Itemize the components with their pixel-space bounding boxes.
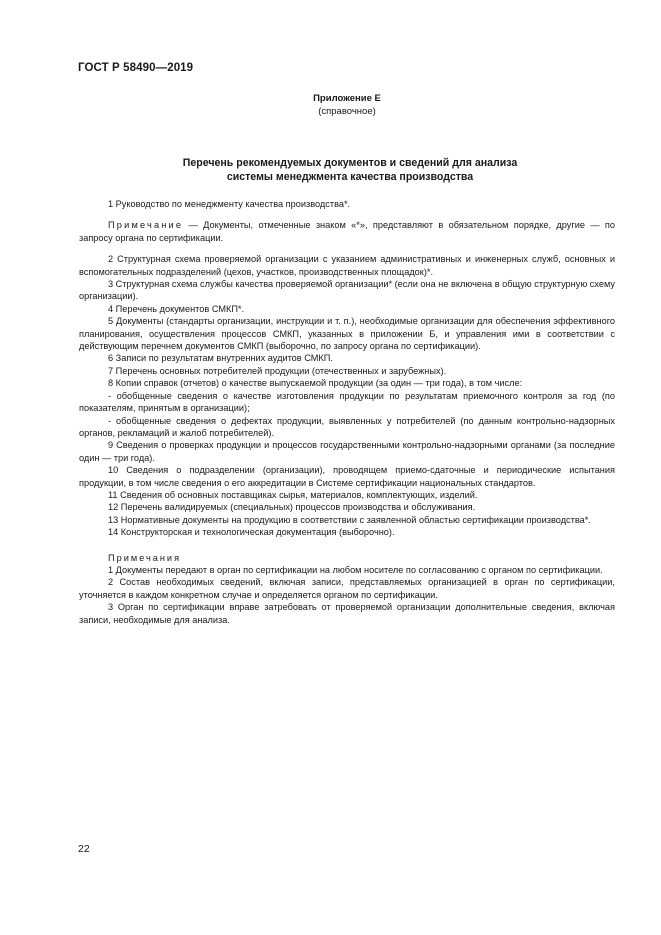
appendix-type: (справочное) — [318, 106, 376, 117]
title-line-2: системы менеджмента качества производства — [226, 171, 474, 183]
note-2: 2 Состав необходимых сведений, включая записи, представляемых организацией в орган по сертификации, уточняется в каждом конкретном случае и определяется органом по сертификации. — [79, 577, 615, 600]
document-header: ГОСТ Р 58490—2019 — [78, 62, 194, 74]
list-item-14: 14 Конструкторская и технологическая документация (выборочно). — [108, 527, 395, 538]
note-1: 1 Документы передают в орган по сертификации на любом носителе по согласованию с органом по сертификации. — [108, 564, 603, 575]
appendix-name: Приложение Е — [313, 93, 381, 104]
list-item-11: 11 Сведения об основных поставщиках сырья, материалов, комплектующих, изделий. — [108, 489, 478, 500]
list-item-3: 3 Структурная схема службы качества проверяемой организации* (если она не включена в общую структурную схему организации). — [79, 279, 615, 302]
list-item-4: 4 Перечень документов СМКП*. — [108, 303, 245, 314]
note-3: 3 Орган по сертификации вправе затребовать от проверяемой организации дополнительные сведения, включая записи, необходимые для анализа. — [79, 602, 615, 625]
notes-heading: Примечания — [108, 552, 182, 563]
list-item-6: 6 Записи по результатам внутренних аудитов СМКП. — [108, 353, 333, 364]
list-item-13: 13 Нормативные документы на продукцию в соответствии с заявленной областью сертификации производства*. — [108, 514, 591, 525]
note — [79, 219, 615, 244]
list-item-10: 10 Сведения о подразделении (организации), проводящем приемо-сдаточные и периодические испытания продукции, в том числе сведения о его аккредитации в Системе сертификации национальных стандартов. — [79, 465, 615, 488]
note-label: Примечание — [108, 220, 184, 231]
appendix-heading — [300, 92, 394, 118]
list-item-7: 7 Перечень основных потребителей продукции (отечественных и зарубежных). — [108, 365, 447, 376]
list-item-8: 8 Копии справок (отчетов) о качестве выпускаемой продукции (за один — три года), в том числе: — [108, 378, 523, 389]
list-item-12: 12 Перечень валидируемых (специальных) процессов производства и обслуживания. — [108, 502, 476, 513]
document-body — [79, 198, 615, 626]
note-text: — Документы, отмеченные знаком «*», представляют в обязательном порядке, другие — по запросу органа по сертификации. — [79, 220, 615, 243]
page-number: 22 — [78, 843, 90, 855]
list-item-1: 1 Руководство по менеджменту качества производства*. — [108, 199, 351, 209]
list-item-5: 5 Документы (стандарты организации, инструкции и т. п.), необходимые организации для обеспечения эффективного планирования, осуществления процессов СМКП, указанных в приложении Б, и управления ими в соответствии с действующим перечнем документов СМКП (выборочно, по запросу органа по сертификации). — [79, 316, 615, 352]
list-item-8b: - обобщенные сведения о дефектах продукции, выявленных у потребителей (по данным контрольно-надзорных органов, рекламаций и жалоб потребителей). — [79, 415, 615, 438]
list-item-8a: - обобщенные сведения о качестве изготовления продукции по результатам приемочного контроля за год (по показателям, принятым в организации); — [79, 390, 615, 414]
page-title — [120, 156, 580, 184]
title-line-1: Перечень рекомендуемых документов и сведений для анализа — [182, 157, 518, 169]
list-item-9: 9 Сведения о проверках продукции и процессов государственными контрольно-надзорными органами (за последние один — три года). — [79, 440, 615, 463]
list-item-2: 2 Структурная схема проверяемой организации с указанием административных и инженерных служб, основных и вспомогательных подразделений (цехов, участков, производственных площадок)*. — [79, 254, 615, 277]
